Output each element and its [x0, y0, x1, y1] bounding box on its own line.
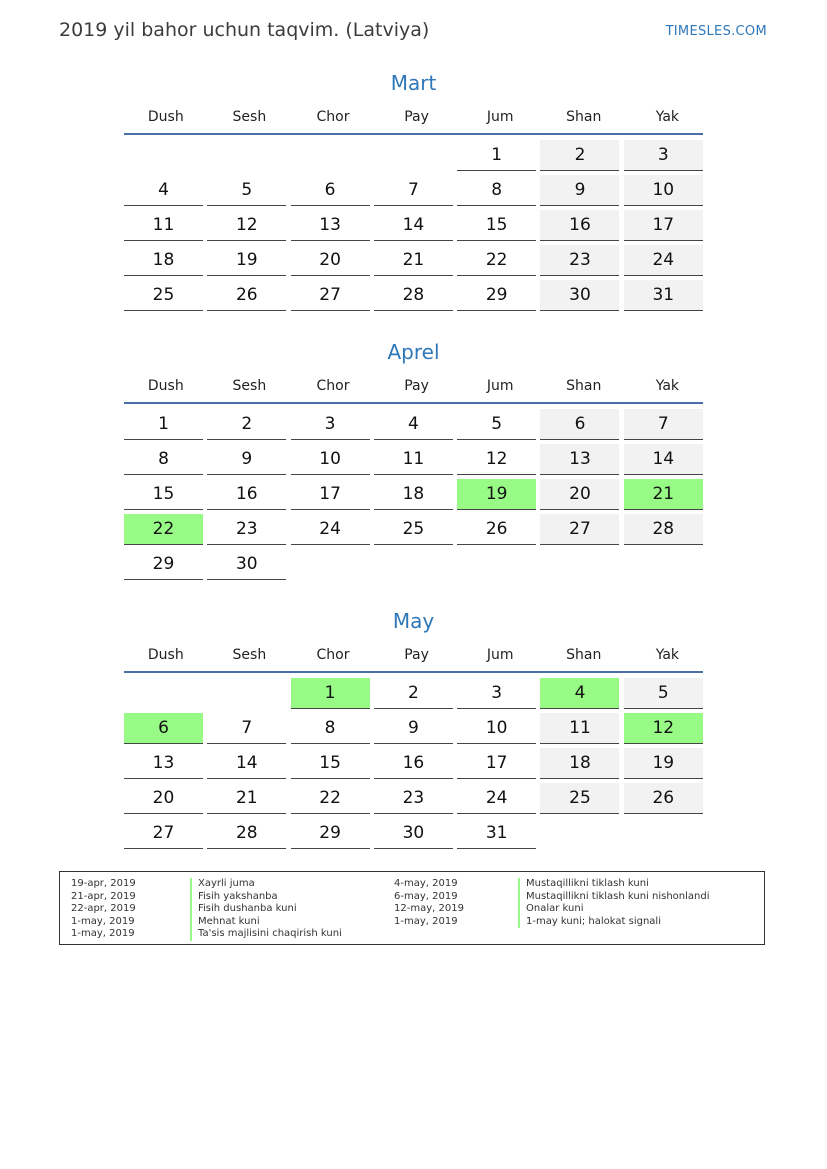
- day-grid: [124, 140, 703, 311]
- legend-date: 22-apr, 2019: [71, 903, 136, 914]
- day-cell: 24: [624, 245, 703, 276]
- empty-cell: [207, 140, 286, 171]
- day-cell: 23: [207, 514, 286, 545]
- holiday-day-cell: 22: [124, 514, 203, 545]
- day-cell: 26: [457, 514, 536, 545]
- holiday-day-cell: 6: [124, 713, 203, 744]
- day-grid: [124, 678, 703, 849]
- legend-holiday-name: Onalar kuni: [518, 903, 710, 916]
- day-cell: 28: [207, 818, 286, 849]
- day-cell: 14: [207, 748, 286, 779]
- day-cell: 18: [124, 245, 203, 276]
- day-cell: 9: [540, 175, 619, 206]
- day-cell: 23: [540, 245, 619, 276]
- day-cell: 18: [374, 479, 453, 510]
- weekday-label: Yak: [655, 109, 680, 125]
- day-cell: 13: [291, 210, 370, 241]
- day-cell: 3: [457, 678, 536, 709]
- day-cell: 5: [207, 175, 286, 206]
- day-cell: 8: [124, 444, 203, 475]
- day-cell: 20: [291, 245, 370, 276]
- legend-holiday-name: Fisih yakshanba: [190, 891, 342, 904]
- day-cell: 30: [374, 818, 453, 849]
- legend-col-dates-2: [394, 878, 464, 928]
- legend-date: 4-may, 2019: [394, 878, 458, 889]
- weekday-label: Shan: [566, 378, 602, 394]
- day-cell: 5: [624, 678, 703, 709]
- weekday-header: [124, 645, 703, 673]
- day-cell: 17: [624, 210, 703, 241]
- weekday-label: Dush: [147, 378, 184, 394]
- legend-date: 6-may, 2019: [394, 890, 458, 902]
- day-cell: 8: [457, 175, 536, 206]
- day-cell: 24: [457, 783, 536, 814]
- legend-col-names-2: [518, 878, 710, 928]
- day-cell: 4: [124, 175, 203, 206]
- weekday-label: Chor: [316, 109, 350, 125]
- day-cell: 13: [540, 444, 619, 475]
- day-cell: 30: [207, 549, 286, 580]
- day-cell: 29: [291, 818, 370, 849]
- day-cell: 6: [291, 175, 370, 206]
- empty-cell: [124, 678, 203, 709]
- day-cell: 7: [624, 409, 703, 440]
- day-cell: 22: [291, 783, 370, 814]
- month-march: [124, 69, 703, 311]
- day-cell: 15: [124, 479, 203, 510]
- day-cell: 11: [124, 210, 203, 241]
- day-cell: 12: [457, 444, 536, 475]
- weekday-label: Pay: [404, 378, 429, 394]
- day-cell: 25: [124, 280, 203, 311]
- weekday-label: Jum: [486, 109, 514, 125]
- day-cell: 19: [207, 245, 286, 276]
- day-cell: 31: [624, 280, 703, 311]
- day-cell: 10: [291, 444, 370, 475]
- weekday-label: Pay: [404, 647, 429, 663]
- legend-holiday-name: Ta'sis majlisini chaqirish kuni: [190, 928, 342, 941]
- legend-holiday-name: Mustaqillikni tiklash kuni nishonlandi: [518, 891, 710, 904]
- legend-holiday-name: 1-may kuni; halokat signali: [518, 916, 710, 929]
- legend-holiday-name: Mehnat kuni: [190, 916, 342, 929]
- weekday-label: Sesh: [232, 647, 267, 663]
- holiday-day-cell: 4: [540, 678, 619, 709]
- day-cell: 29: [124, 549, 203, 580]
- holiday-day-cell: 21: [624, 479, 703, 510]
- day-cell: 1: [124, 409, 203, 440]
- month-april: [124, 338, 703, 580]
- day-cell: 9: [207, 444, 286, 475]
- legend-date: 12-may, 2019: [394, 903, 464, 914]
- day-cell: 20: [540, 479, 619, 510]
- day-cell: 15: [457, 210, 536, 241]
- day-cell: 2: [540, 140, 619, 171]
- day-cell: 28: [624, 514, 703, 545]
- day-cell: 16: [374, 748, 453, 779]
- day-cell: 15: [291, 748, 370, 779]
- day-cell: 11: [374, 444, 453, 475]
- weekday-label: Sesh: [232, 109, 267, 125]
- day-cell: 11: [540, 713, 619, 744]
- empty-cell: [124, 140, 203, 171]
- holiday-legend: [59, 871, 765, 945]
- day-cell: 10: [624, 175, 703, 206]
- day-cell: 25: [374, 514, 453, 545]
- weekday-header: [124, 107, 703, 135]
- day-cell: 12: [207, 210, 286, 241]
- weekday-label: Dush: [147, 647, 184, 663]
- day-cell: 7: [374, 175, 453, 206]
- month-name: Mart: [390, 71, 437, 95]
- legend-holiday-name: Xayrli juma: [190, 878, 342, 891]
- weekday-label: Jum: [486, 647, 514, 663]
- day-cell: 14: [624, 444, 703, 475]
- weekday-label: Sesh: [232, 378, 267, 394]
- weekday-label: Shan: [566, 109, 602, 125]
- day-cell: 10: [457, 713, 536, 744]
- day-cell: 20: [124, 783, 203, 814]
- day-grid: [124, 409, 703, 580]
- day-cell: 2: [374, 678, 453, 709]
- day-cell: 27: [540, 514, 619, 545]
- day-cell: 29: [457, 280, 536, 311]
- weekday-label: Chor: [316, 647, 350, 663]
- holiday-day-cell: 12: [624, 713, 703, 744]
- day-cell: 26: [624, 783, 703, 814]
- day-cell: 30: [540, 280, 619, 311]
- day-cell: 3: [624, 140, 703, 171]
- weekday-label: Pay: [404, 109, 429, 125]
- weekday-label: Yak: [655, 647, 680, 663]
- day-cell: 3: [291, 409, 370, 440]
- day-cell: 9: [374, 713, 453, 744]
- day-cell: 28: [374, 280, 453, 311]
- day-cell: 16: [207, 479, 286, 510]
- day-cell: 6: [540, 409, 619, 440]
- legend-col-names-1: [190, 878, 342, 941]
- day-cell: 17: [291, 479, 370, 510]
- empty-cell: [207, 678, 286, 709]
- holiday-day-cell: 19: [457, 479, 536, 510]
- day-cell: 1: [457, 140, 536, 171]
- day-cell: 25: [540, 783, 619, 814]
- weekday-label: Shan: [566, 647, 602, 663]
- day-cell: 24: [291, 514, 370, 545]
- day-cell: 13: [124, 748, 203, 779]
- legend-holiday-name: Fisih dushanba kuni: [190, 903, 342, 916]
- day-cell: 23: [374, 783, 453, 814]
- holiday-day-cell: 1: [291, 678, 370, 709]
- page-title: 2019 yil bahor uchun taqvim. (Latviya): [59, 19, 430, 41]
- legend-date: 21-apr, 2019: [71, 890, 136, 902]
- empty-cell: [374, 140, 453, 171]
- empty-cell: [291, 140, 370, 171]
- month-may: [124, 607, 703, 849]
- month-name: May: [392, 609, 435, 633]
- day-cell: 27: [291, 280, 370, 311]
- day-cell: 22: [457, 245, 536, 276]
- day-cell: 26: [207, 280, 286, 311]
- month-name: Aprel: [387, 340, 440, 364]
- day-cell: 21: [207, 783, 286, 814]
- day-cell: 7: [207, 713, 286, 744]
- day-cell: 27: [124, 818, 203, 849]
- day-cell: 4: [374, 409, 453, 440]
- day-cell: 8: [291, 713, 370, 744]
- day-cell: 14: [374, 210, 453, 241]
- weekday-label: Chor: [316, 378, 350, 394]
- legend-date: 1-may, 2019: [71, 915, 135, 927]
- legend-date: 1-may, 2019: [71, 928, 135, 939]
- legend-date: 19-apr, 2019: [71, 878, 136, 889]
- legend-col-dates-1: [71, 878, 136, 941]
- site-link[interactable]: TIMESLES.COM: [665, 24, 767, 39]
- day-cell: 19: [624, 748, 703, 779]
- weekday-header: [124, 376, 703, 404]
- weekday-label: Jum: [486, 378, 514, 394]
- day-cell: 21: [374, 245, 453, 276]
- day-cell: 17: [457, 748, 536, 779]
- weekday-label: Yak: [655, 378, 680, 394]
- day-cell: 31: [457, 818, 536, 849]
- day-cell: 18: [540, 748, 619, 779]
- legend-holiday-name: Mustaqillikni tiklash kuni: [518, 878, 710, 891]
- day-cell: 5: [457, 409, 536, 440]
- day-cell: 2: [207, 409, 286, 440]
- day-cell: 16: [540, 210, 619, 241]
- weekday-label: Dush: [147, 109, 184, 125]
- legend-date: 1-may, 2019: [394, 915, 458, 927]
